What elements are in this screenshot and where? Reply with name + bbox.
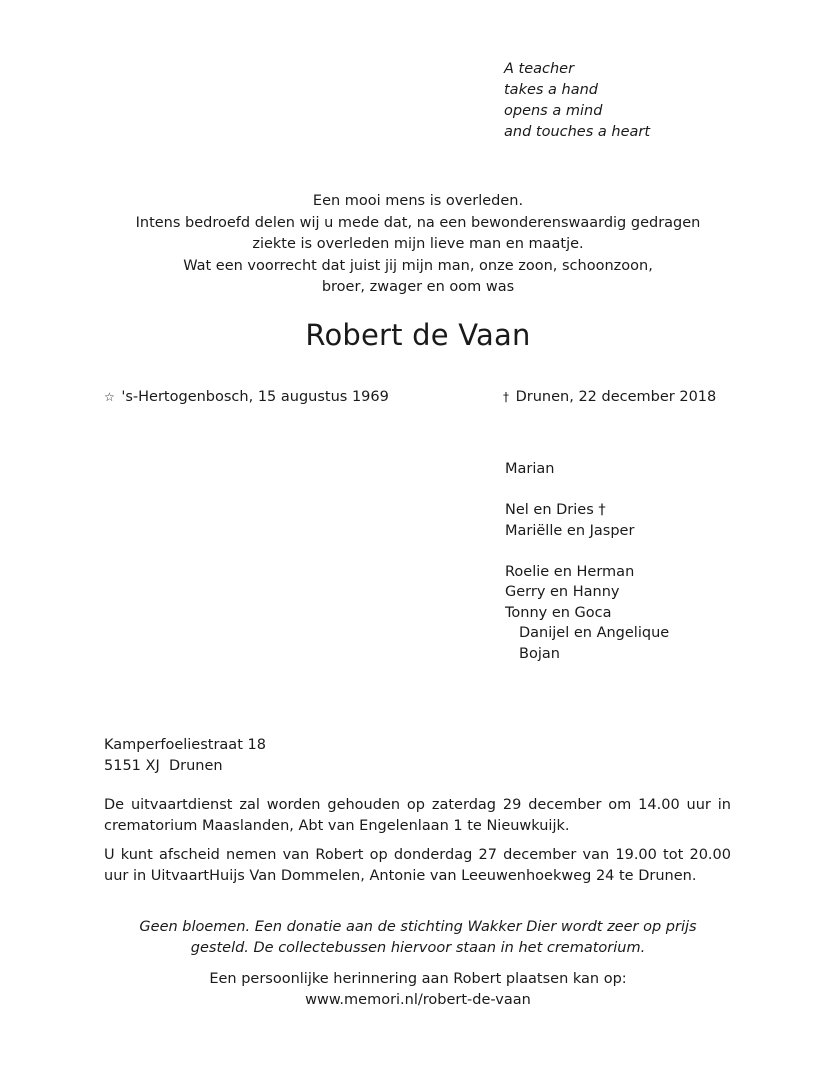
intro-line: Wat een voorrecht dat juist jij mijn man, onze zoon, schoonzoon, <box>183 257 653 274</box>
intro-line: ziekte is overleden mijn lieve man en maatje. <box>252 236 584 252</box>
memori-notice <box>60 969 776 1011</box>
flowers-line: gesteld. De collectebussen hiervoor staan in het crematorium. <box>190 940 646 956</box>
family-member: Nel en Dries † <box>505 502 606 518</box>
death-info <box>503 389 716 405</box>
family-list <box>505 459 669 664</box>
flowers-line: Geen bloemen. Een donatie aan de stichting Wakker Dier wordt zeer op prijs <box>139 919 697 935</box>
flowers-notice <box>60 917 776 959</box>
family-member: Roelie en Herman <box>505 563 635 580</box>
death-text: Drunen, 22 december 2018 <box>515 389 717 405</box>
intro-line: broer, zwager en oom was <box>321 279 515 295</box>
family-member: Gerry en Hanny <box>505 584 620 600</box>
poem-line: takes a hand <box>504 82 599 98</box>
intro-line: Intens bedroefd delen wij u mede dat, na een bewonderenswaardig gedragen <box>135 214 701 231</box>
poem-line: A teacher <box>504 61 575 77</box>
service-info <box>104 795 731 895</box>
address-block <box>104 735 266 776</box>
intro-text <box>60 191 776 299</box>
intro-line: Een mooi mens is overleden. <box>312 193 524 209</box>
family-member: Mariëlle en Jasper <box>505 522 635 539</box>
poem <box>504 59 650 143</box>
deceased-name: Robert de Vaan <box>305 318 531 352</box>
address-city: 5151 XJ Drunen <box>104 757 223 774</box>
memori-text: Een persoonlijke herinnering aan Robert plaatsen kan op: <box>209 971 627 987</box>
family-partner: Marian <box>505 461 555 477</box>
address-street: Kamperfoeliestraat 18 <box>104 737 266 753</box>
funeral-text: De uitvaartdienst zal worden gehouden op zaterdag 29 december om 14.00 uur in crematorium Maaslanden, Abt van Engelenlaan 1 te Nieuwkuijk. <box>104 797 731 834</box>
star-icon: ☆ <box>104 390 115 404</box>
cross-icon: † <box>503 390 509 404</box>
poem-line: opens a mind <box>504 103 603 119</box>
poem-line: and touches a heart <box>504 124 651 140</box>
birth-text: 's-Hertogenbosch, 15 augustus 1969 <box>121 389 389 405</box>
birth-info <box>104 389 389 405</box>
memori-url: www.memori.nl/robert-de-vaan <box>305 992 531 1008</box>
farewell-text: U kunt afscheid nemen van Robert op donderdag 27 december van 19.00 tot 20.00 uur in UitvaartHuijs Van Dommelen, Antonie van Leeuwenhoekweg 24 te Drunen. <box>104 847 731 884</box>
family-member: Bojan <box>519 645 560 662</box>
family-member: Tonny en Goca <box>505 604 612 621</box>
family-member: Danijel en Angelique <box>519 625 670 641</box>
